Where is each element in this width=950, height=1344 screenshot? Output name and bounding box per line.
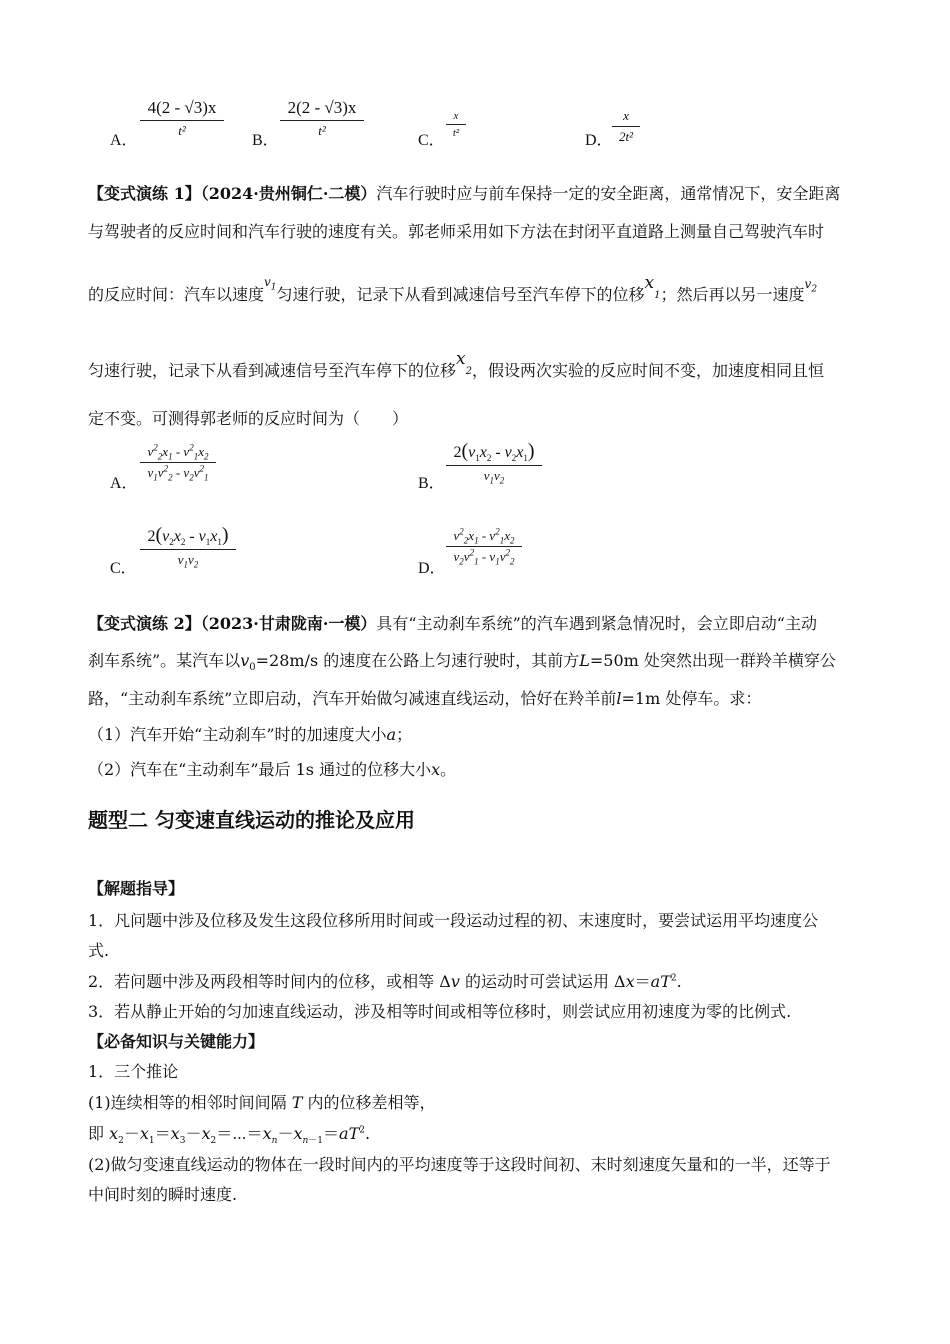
exercise-1-line-3: 的反应时间：汽车以速度$^{v_1}$匀速行驶，记录下从看到减速信号至汽车停下的位移$x_1$；然后再以另一速度$^{v_2}$ bbox=[88, 273, 818, 304]
option-b-denominator: t² bbox=[318, 123, 326, 138]
exercise-1-line-1: 【变式演练 1】（2024·贵州铜仁·二模）汽车行驶时应与前车保持一定的安全距离，通常情况下，安全距离 bbox=[88, 184, 841, 203]
option-c-denominator: t² bbox=[452, 127, 460, 139]
option-c-label: C． bbox=[418, 132, 445, 149]
guide-point-1-cont: 式. bbox=[88, 941, 110, 960]
option-b-numerator: 2(2 - √3)x bbox=[287, 98, 357, 117]
exercise-1-option-a-fraction: $v^2_2x_1 - v^2_1x_2$ $v_1v^2_2 - v_2v^2_1$ bbox=[140, 444, 216, 481]
option-a-denominator: t² bbox=[178, 123, 186, 138]
exercise-2-question-1: （1）汽车开始“主动刹车”时的加速度大小a； bbox=[88, 725, 413, 744]
exercise-2-line-1: 【变式演练 2】（2023·甘肃陇南·一模）具有“主动刹车系统”的汽车遇到紧急情况时，会立即启动“主动 bbox=[88, 614, 817, 633]
exercise-1-line-2: 与驾驶者的反应时间和汽车行驶的速度有关。郭老师采用如下方法在封闭平直道路上测量自己驾驶汽车时 bbox=[88, 222, 825, 241]
knowledge-point-2: (1)连续相等的相邻时间间隔 T 内的位移差相等， bbox=[88, 1093, 436, 1112]
exercise-1-option-d-label: D． bbox=[418, 560, 446, 577]
option-c-fraction bbox=[446, 110, 466, 139]
exercise-1-source: （2024·贵州铜仁·二模） bbox=[200, 184, 377, 203]
exercise-1-option-b-label: B． bbox=[418, 475, 445, 492]
guide-point-2: 2．若问题中涉及两段相等时间内的位移，或相等 Δv 的运动时可尝试运用 $\Delta x=aT^2$. bbox=[88, 972, 682, 991]
option-b-label: B． bbox=[252, 132, 279, 149]
option-c-numerator: x bbox=[453, 110, 459, 122]
exercise-1-option-c-label: C． bbox=[110, 560, 137, 577]
exercise-1-option-a-label: A． bbox=[110, 475, 138, 492]
option-a-fraction bbox=[140, 98, 224, 139]
exercise-1-tag: 【变式演练 1】 bbox=[88, 184, 201, 203]
key-knowledge-tag: 【必备知识与关键能力】 bbox=[88, 1032, 265, 1051]
solution-guide-tag: 【解题指导】 bbox=[88, 879, 185, 898]
exercise-1-option-b-fraction: $2(v_1x_2 - v_2x_1)$ $v_1v_2$ bbox=[446, 440, 542, 484]
option-a-label: A． bbox=[110, 132, 138, 149]
option-d-label: D． bbox=[585, 132, 613, 149]
option-b-fraction bbox=[280, 98, 364, 139]
exercise-2-source: （2023·甘肃陇南·一模） bbox=[200, 614, 377, 633]
exercise-1-option-c-fraction: $2(v_2x_2 - v_1x_1)$ $v_1v_2$ bbox=[140, 524, 236, 568]
exercise-1-line-4: 匀速行驶，记录下从看到减速信号至汽车停下的位移$x_2$，假设两次实验的反应时间不变，加速度相同且恒 bbox=[88, 349, 824, 380]
knowledge-point-3-cont: 中间时刻的瞬时速度. bbox=[88, 1185, 238, 1204]
exercise-2-line-3: 路，“主动刹车系统”立即启动，汽车开始做匀减速直线运动，恰好在羚羊前l=1m 处停车。求： bbox=[88, 689, 762, 708]
knowledge-point-3: (2)做匀变速直线运动的物体在一段时间内的平均速度等于这段时间初、末时刻速度矢量和的一半，还等于 bbox=[88, 1155, 831, 1174]
exercise-2-question-2: （2）汽车在“主动刹车”最后 1s 通过的位移大小x。 bbox=[88, 760, 457, 779]
exercise-2-tag: 【变式演练 2】 bbox=[88, 614, 201, 633]
knowledge-point-1: 1．三个推论 bbox=[88, 1062, 179, 1081]
exercise-2-line-2: 刹车系统”。某汽车以$v_0=28m/s$ 的速度在公路上匀速行驶时，其前方L=50m 处突然出现一群羚羊横穿公 bbox=[88, 651, 836, 674]
option-d-numerator: x bbox=[623, 108, 629, 123]
knowledge-formula: 即 $x_2-x_1=x_3-x_2=\cdots=x_n-x_{n-1}=aT^2$. bbox=[88, 1124, 371, 1147]
option-a-numerator: 4(2 - √3)x bbox=[147, 98, 217, 117]
option-d-fraction bbox=[612, 108, 640, 145]
exercise-1-option-d-fraction: $v^2_2x_1 - v^2_1x_2$ $v_2v^2_1 - v_1v^2_2$ bbox=[446, 528, 522, 565]
exercise-1-line-5: 定不变。可测得郭老师的反应时间为（ ） bbox=[88, 409, 409, 428]
guide-point-1: 1．凡问题中涉及位移及发生这段位移所用时间或一段运动过程的初、末速度时，要尝试运用平均速度公 bbox=[88, 911, 819, 930]
section-title: 题型二 匀变速直线运动的推论及应用 bbox=[88, 808, 415, 832]
guide-point-3: 3．若从静止开始的匀加速直线运动，涉及相等时间或相等位移时，则尝试应用初速度为零的比例式. bbox=[88, 1002, 792, 1021]
option-d-denominator: 2t² bbox=[618, 129, 633, 144]
